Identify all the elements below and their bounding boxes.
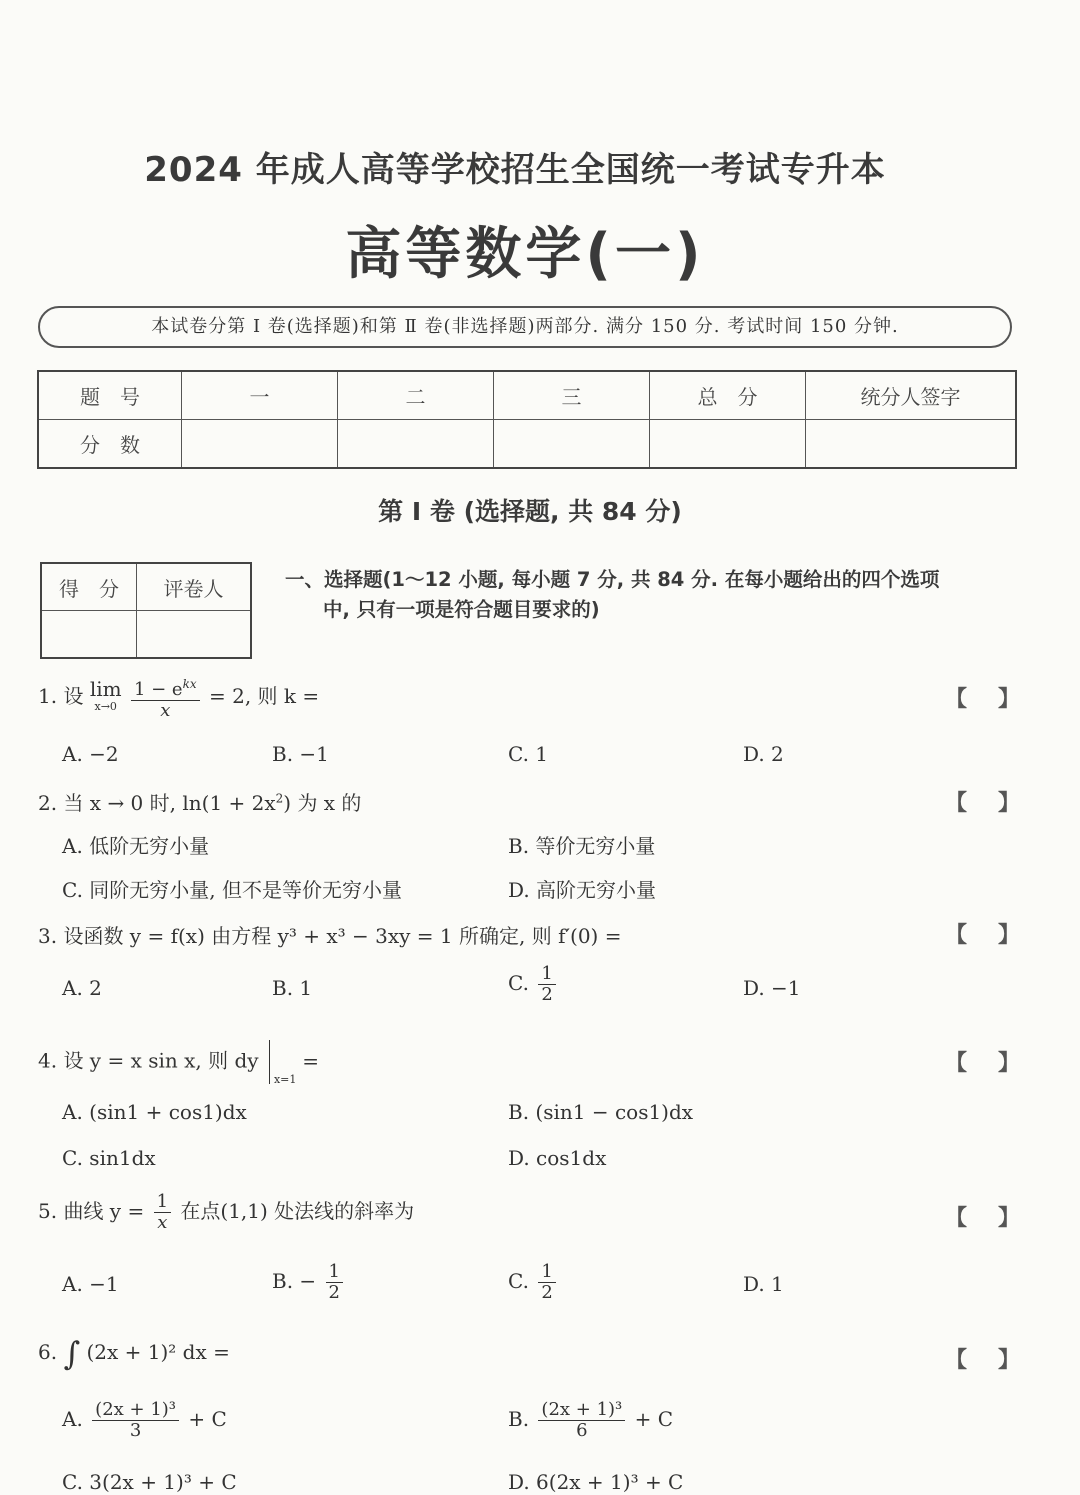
question-text: ) 为 x 的 <box>283 791 362 815</box>
bracket-open: 【 <box>945 686 968 712</box>
exponent: kx <box>182 677 197 691</box>
instructions-line-2: 中, 只有一项是符合题目要求的) <box>323 598 600 621</box>
option-label: C. <box>508 971 529 995</box>
q3-option-b[interactable]: B. 1 <box>272 976 313 1000</box>
question-text: 设函数 y = f(x) 由方程 y³ + x³ − 3xy = 1 所确定, 则 f′(0) = <box>63 924 622 948</box>
option-tail: + C <box>634 1407 674 1431</box>
frac-denominator: 2 <box>541 984 553 1005</box>
q6-option-d[interactable]: D. 6(2x + 1)³ + C <box>508 1470 684 1494</box>
q4-option-c[interactable]: C. sin1dx <box>62 1146 156 1170</box>
frac-denominator: 6 <box>576 1420 588 1441</box>
q1-option-a[interactable]: A. −2 <box>62 742 119 766</box>
frac-denominator: x <box>157 1212 168 1233</box>
question-text: 设 <box>63 684 84 708</box>
score-table-header-row <box>38 371 1016 420</box>
score-input-cell[interactable] <box>650 420 806 469</box>
q4-option-d[interactable]: D. cos1dx <box>508 1146 607 1170</box>
bracket-close: 】 <box>997 1050 1020 1076</box>
q2-option-b[interactable]: B. 等价无穷小量 <box>508 834 656 858</box>
bracket-close: 】 <box>997 790 1020 816</box>
exam-notice: 本试卷分第 Ⅰ 卷(选择题)和第 Ⅱ 卷(非选择题)两部分. 满分 150 分. 考试时间 150 分钟. <box>38 306 1012 348</box>
instructions-line-1: 一、选择题(1～12 小题, 每小题 7 分, 共 84 分. 在每小题给出的四个选项 <box>285 568 940 591</box>
question-text: 曲线 y = <box>63 1199 145 1223</box>
section-title: 第 Ⅰ 卷 (选择题, 共 84 分) <box>378 497 682 526</box>
fraction <box>326 1262 343 1303</box>
grader-score-cell[interactable] <box>41 611 137 659</box>
q5-option-a[interactable]: A. −1 <box>62 1272 119 1296</box>
answer-bracket-3[interactable] <box>945 918 1020 949</box>
fraction <box>92 1400 179 1441</box>
score-table <box>37 370 1017 469</box>
question-text: 在点(1,1) 处法线的斜率为 <box>180 1199 415 1223</box>
bracket-close: 】 <box>997 1205 1020 1231</box>
fraction <box>538 964 555 1005</box>
frac-numerator: 1 <box>538 1262 555 1283</box>
q1-option-b[interactable]: B. −1 <box>272 742 329 766</box>
question-text: = 2, 则 k = <box>208 684 320 708</box>
fraction <box>154 1192 171 1233</box>
answer-bracket-2[interactable] <box>945 786 1020 817</box>
q2-option-d[interactable]: D. 高阶无穷小量 <box>508 878 657 902</box>
grader-header-reviewer: 评卷人 <box>137 563 252 611</box>
q3-option-d[interactable]: D. −1 <box>743 976 801 1000</box>
grader-reviewer-cell[interactable] <box>137 611 252 659</box>
bracket-open: 【 <box>945 1205 968 1231</box>
lim-label: lim <box>89 676 122 701</box>
score-input-cell[interactable] <box>806 420 1017 469</box>
q5-option-b[interactable] <box>272 1262 346 1303</box>
subject-title: 高等数学(一) <box>345 222 705 287</box>
score-header-cell: 总 分 <box>650 371 806 420</box>
bracket-open: 【 <box>945 1050 968 1076</box>
fraction <box>131 674 200 721</box>
option-tail: + C <box>188 1407 227 1431</box>
integral-sign-icon: ∫ <box>63 1334 81 1373</box>
answer-bracket-5[interactable] <box>945 1201 1020 1232</box>
grader-header-score: 得 分 <box>41 563 137 611</box>
option-label: B. − <box>272 1269 317 1293</box>
frac-denominator: x <box>160 700 171 721</box>
answer-bracket-6[interactable] <box>945 1343 1020 1374</box>
q5-option-c[interactable] <box>508 1262 559 1303</box>
score-table-value-row <box>38 420 1016 469</box>
question-text: = <box>302 1048 320 1073</box>
q6-option-c[interactable]: C. 3(2x + 1)³ + C <box>62 1470 237 1494</box>
question-text: (2x + 1)² dx = <box>86 1340 230 1364</box>
q3-option-c[interactable] <box>508 964 559 1005</box>
option-label: A. <box>62 1407 83 1431</box>
bracket-open: 【 <box>945 1347 968 1373</box>
question-number: 5. <box>38 1199 58 1223</box>
score-input-cell[interactable] <box>494 420 650 469</box>
frac-denominator: 2 <box>541 1282 553 1303</box>
fraction <box>538 1262 555 1303</box>
bracket-close: 】 <box>997 1347 1020 1373</box>
limit-expression <box>89 676 122 716</box>
q5-option-d[interactable]: D. 1 <box>743 1272 784 1296</box>
question-text: 当 x → 0 时, ln(1 + 2x <box>63 791 276 815</box>
q4-option-a[interactable]: A. (sin1 + cos1)dx <box>62 1100 247 1124</box>
score-header-cell: 一 <box>182 371 338 420</box>
question-text: 设 y = x sin x, 则 dy <box>63 1048 259 1073</box>
option-label: B. <box>508 1407 530 1431</box>
frac-numerator: 1 <box>326 1262 343 1283</box>
exam-title: 2024 年成人高等学校招生全国统一考试专升本 <box>144 150 886 190</box>
frac-numerator: (2x + 1)³ <box>538 1400 625 1421</box>
q6-option-a[interactable] <box>62 1400 227 1441</box>
question-6 <box>38 1334 230 1373</box>
score-input-cell[interactable] <box>182 420 338 469</box>
score-header-cell: 题 号 <box>38 371 182 420</box>
frac-numerator: (2x + 1)³ <box>92 1400 179 1421</box>
question-2 <box>38 787 361 816</box>
answer-bracket-1[interactable] <box>945 682 1020 713</box>
score-header-cell: 三 <box>494 371 650 420</box>
bracket-open: 【 <box>945 922 968 948</box>
frac-denominator: 3 <box>129 1420 142 1441</box>
q2-option-c[interactable]: C. 同阶无穷小量, 但不是等价无穷小量 <box>62 878 403 902</box>
question-3 <box>38 920 621 949</box>
question-number: 6. <box>38 1340 58 1364</box>
bracket-close: 】 <box>997 922 1020 948</box>
frac-numerator: 1 <box>538 964 555 985</box>
frac-numerator: 1 − e <box>133 679 183 700</box>
answer-bracket-4[interactable] <box>945 1046 1020 1077</box>
question-4 <box>38 1040 319 1084</box>
bracket-open: 【 <box>945 790 968 816</box>
frac-numerator: 1 <box>154 1192 171 1213</box>
fraction <box>538 1400 625 1441</box>
q4-option-b[interactable]: B. (sin1 − cos1)dx <box>508 1100 694 1124</box>
q3-option-a[interactable]: A. 2 <box>62 976 102 1000</box>
question-5 <box>38 1192 414 1233</box>
grader-table <box>40 562 252 659</box>
option-label: C. <box>508 1269 529 1293</box>
evaluation-bar <box>269 1040 297 1086</box>
score-input-cell[interactable] <box>338 420 494 469</box>
question-number: 3. <box>38 924 58 948</box>
eval-subscript: x=1 <box>273 1073 297 1086</box>
q6-option-b[interactable] <box>508 1400 673 1441</box>
score-header-cell: 二 <box>338 371 494 420</box>
q2-option-a[interactable]: A. 低阶无穷小量 <box>62 834 210 858</box>
question-number: 4. <box>38 1048 58 1073</box>
q1-option-c[interactable]: C. 1 <box>508 742 549 766</box>
question-number: 2. <box>38 791 58 815</box>
score-row-label: 分 数 <box>38 420 182 469</box>
score-header-cell: 统分人签字 <box>806 371 1017 420</box>
frac-denominator: 2 <box>328 1282 340 1303</box>
lim-subscript: x→0 <box>94 699 117 713</box>
q1-option-d[interactable]: D. 2 <box>743 742 784 766</box>
bracket-close: 】 <box>997 686 1020 712</box>
section-instructions <box>285 565 1025 625</box>
question-number: 1. <box>38 684 58 708</box>
question-1 <box>38 674 319 721</box>
exponent: 2 <box>275 791 284 806</box>
